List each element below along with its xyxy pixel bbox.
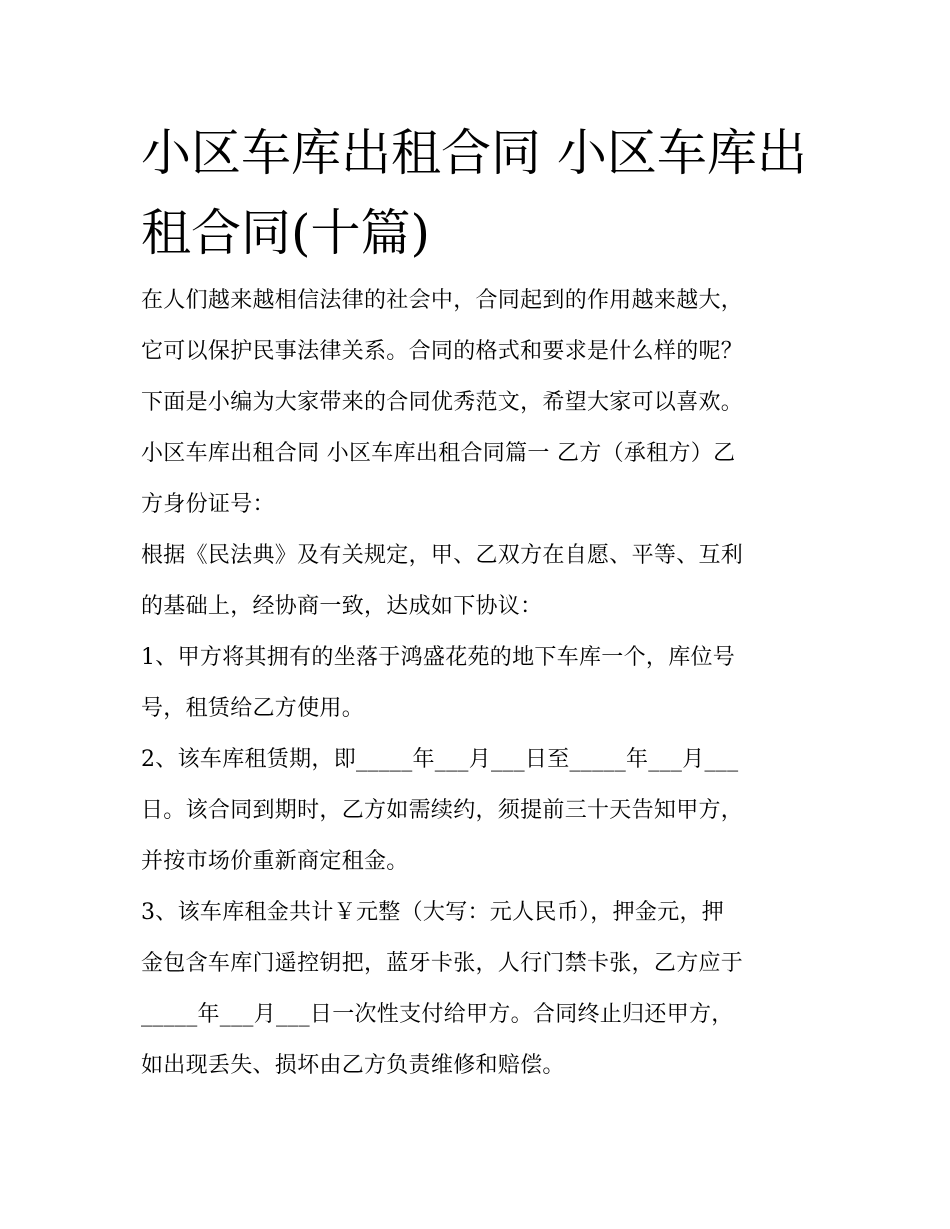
clause-2: [141, 734, 821, 887]
text-line: 下面是小编为大家带来的合同优秀范文，希望大家可以喜欢。: [141, 390, 744, 415]
text-line: 小区车库出租合同 小区车库出租合同篇一 乙方（承租方）乙: [141, 441, 736, 466]
text-line: 的基础上，经协商一致，达成如下协议：: [141, 594, 543, 619]
text-line: 金包含车库门遥控钥把，蓝牙卡张，人行门禁卡张，乙方应于: [141, 951, 744, 976]
text-line: 日。该合同到期时，乙方如需续约，须提前三十天告知甲方，: [141, 798, 744, 823]
text-line: 方身份证号：: [141, 492, 275, 517]
text-line: 3、该车库租金共计￥元整（大写：元人民币），押金元，押: [141, 900, 725, 925]
title-line-1: 小区车库出租合同 小区车库出: [141, 124, 807, 182]
text-line: 1、甲方将其拥有的坐落于鸿盛花苑的地下车库一个，库位号: [141, 645, 736, 670]
text-line: 根据《民法典》及有关规定，甲、乙双方在自愿、平等、互利: [141, 543, 744, 568]
clause-1: [141, 632, 821, 734]
text-line: 它可以保护民事法律关系。合同的格式和要求是什么样的呢？: [141, 339, 744, 364]
paragraph-heading-part-one: [141, 428, 821, 530]
text-line: 如出现丢失、损坏由乙方负责维修和赔偿。: [141, 1053, 565, 1078]
paragraph-intro: [141, 275, 821, 428]
text-line: 在人们越来越相信法律的社会中，合同起到的作用越来越大，: [141, 288, 744, 313]
text-line: 2、该车库租赁期，即_____年___月___日至_____年___月___: [141, 747, 739, 772]
text-line: 号，租赁给乙方使用。: [141, 696, 365, 721]
document-title: [141, 113, 841, 273]
clause-3: [141, 887, 821, 1091]
paragraph-legal-basis: [141, 530, 821, 632]
text-line: 并按市场价重新商定租金。: [141, 849, 409, 874]
document-body: [141, 275, 821, 1091]
title-line-2: 租合同(十篇): [141, 204, 431, 262]
text-line: _____年___月___日一次性支付给甲方。合同终止归还甲方，: [141, 1002, 734, 1027]
